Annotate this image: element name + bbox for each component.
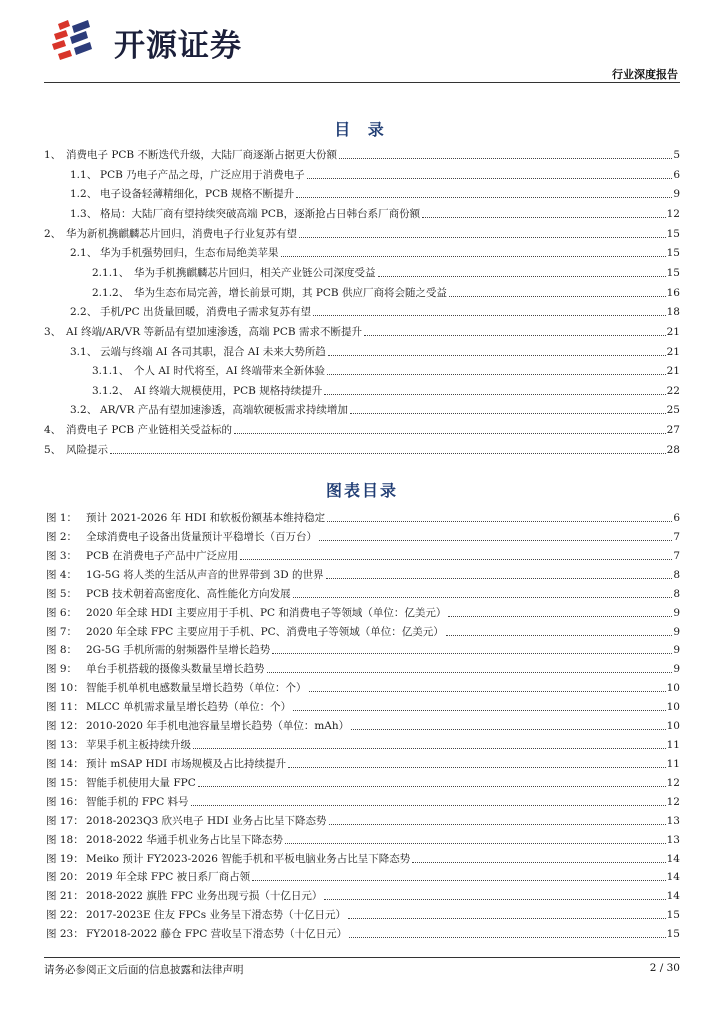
figure-entry-title: PCB 在消费电子产品中广泛应用 (86, 549, 239, 562)
figure-entry-page: 9 (673, 606, 680, 619)
figure-entry-number: 图 21： (46, 890, 84, 903)
dot-leader (339, 158, 672, 159)
dot-leader (364, 335, 666, 336)
toc-entry-title: 华为生态布局完善，增长前景可期，其 PCB 供应厂商将会随之受益 (134, 286, 447, 299)
dot-leader (327, 521, 672, 522)
toc-entry-page: 15 (666, 227, 680, 240)
figure-entry-number: 图 20： (46, 871, 84, 884)
toc-entry[interactable] (92, 382, 680, 398)
dot-leader (449, 296, 666, 297)
toc-entry[interactable] (44, 146, 680, 162)
dot-leader (448, 616, 672, 617)
dot-leader (327, 374, 666, 375)
toc-entry-number: 2.1.2、 (92, 286, 130, 299)
dot-leader (267, 672, 673, 673)
toc-entry[interactable] (44, 441, 680, 457)
figure-entry-title: 2018-2022 华通手机业务占比呈下降态势 (86, 833, 283, 846)
toc-entry[interactable] (70, 166, 680, 182)
dot-leader (351, 729, 665, 730)
figure-entry-number: 图 11： (46, 701, 84, 714)
figure-entry-page: 11 (666, 739, 680, 752)
toc-entry-page: 21 (666, 345, 680, 358)
toc-entry-number: 1、 (44, 149, 62, 161)
toc-entry-page: 25 (666, 404, 680, 417)
dot-leader (378, 276, 666, 277)
toc-entry[interactable] (92, 362, 680, 378)
figure-entry-page: 11 (666, 757, 680, 770)
toc-entry-number: 3.1.2、 (92, 384, 130, 397)
dot-leader (293, 597, 673, 598)
figure-entry-title: 智能手机单机电感数量呈增长趋势（单位：个） (86, 682, 307, 695)
figure-entry-number: 图 9： (46, 663, 78, 676)
figure-entry-page: 14 (666, 852, 680, 865)
toc-entry-page: 6 (673, 168, 680, 181)
figure-entry[interactable] (46, 698, 680, 714)
brand-logo (48, 18, 288, 62)
figure-entry-page: 10 (666, 682, 680, 695)
dot-leader (324, 899, 665, 900)
dot-leader (329, 824, 666, 825)
toc-entry-number: 2.1、 (70, 247, 98, 260)
figure-entry-number: 图 8： (46, 644, 78, 657)
dot-leader (272, 653, 672, 654)
toc-entry-page: 22 (666, 384, 680, 397)
figure-entry-page: 6 (673, 512, 680, 524)
figure-entry[interactable] (46, 679, 680, 695)
toc-entry-number: 4、 (44, 424, 62, 437)
figure-entry[interactable] (46, 717, 680, 733)
toc-entry-title: AR/VR 产品有望加速渗透，高端软硬板需求持续增加 (100, 404, 348, 417)
page-header (0, 0, 724, 90)
figure-entry[interactable] (46, 641, 680, 657)
figure-entry-page: 8 (673, 568, 680, 581)
figure-entry-page: 10 (666, 701, 680, 714)
dot-leader (324, 394, 665, 395)
figure-entry-title: 2G-5G 手机所需的射频器件呈增长趋势 (86, 644, 271, 657)
toc-entry-page: 27 (666, 424, 680, 437)
figure-entry-title: Meiko 预计 FY2023-2026 智能手机和平板电脑业务占比呈下降态势 (86, 852, 411, 865)
dot-leader (110, 453, 666, 454)
figure-entry[interactable] (46, 660, 680, 676)
figure-entry-page: 9 (673, 644, 680, 657)
figure-entry[interactable] (46, 831, 680, 847)
figure-entry[interactable] (46, 509, 680, 525)
figure-entry-number: 图 16： (46, 795, 84, 808)
dot-leader (193, 748, 666, 749)
figure-entry[interactable] (46, 566, 680, 582)
figure-entry[interactable] (46, 812, 680, 828)
toc-entry[interactable] (92, 284, 680, 300)
figure-entry-title: 预计 mSAP HDI 市场规模及占比持续提升 (86, 757, 287, 770)
figure-entry[interactable] (46, 604, 680, 620)
figure-entry-page: 12 (666, 795, 680, 808)
figure-entry-title: 2018-2023Q3 欣兴电子 HDI 业务占比呈下降态势 (86, 814, 327, 827)
figure-entry-number: 图 22： (46, 909, 84, 922)
toc-entry-title: 华为手机携麒麟芯片回归，相关产业链公司深度受益 (134, 266, 376, 279)
toc-entry-number: 1.3、 (70, 207, 98, 220)
toc-entry-page: 21 (666, 325, 680, 338)
figure-entry-number: 图 1： (46, 512, 78, 524)
toc-entry-title: PCB 乃电子产品之母，广泛应用于消费电子 (100, 168, 305, 181)
toc-entry-title: 消费电子 PCB 不断迭代升级，大陆厂商逐渐占据更大份额 (66, 149, 337, 161)
toc-entry-title: 格局：大陆厂商有望持续突破高端 PCB，逐渐抢占日韩台系厂商份额 (100, 207, 421, 220)
dot-leader (234, 433, 666, 434)
figure-entry[interactable] (46, 887, 680, 903)
figure-entry-page: 14 (666, 871, 680, 884)
page-number: 2 / 30 (649, 962, 680, 974)
figure-entry-title: 预计 2021-2026 年 HDI 和软板份额基本维持稳定 (86, 512, 326, 524)
toc-entry-title: 手机/PC 出货量回暖，消费电子需求复苏有望 (100, 306, 311, 319)
toc-entry-title: 风险提示 (66, 443, 108, 456)
figure-entry-title: 全球消费电子设备出货量预计平稳增长（百万台） (86, 530, 317, 543)
toc-entry[interactable] (44, 323, 680, 339)
figure-entry-title: 智能手机的 FPC 料号 (86, 795, 189, 808)
figure-entry[interactable] (46, 547, 680, 563)
toc-entry[interactable] (70, 205, 680, 221)
toc-entry-number: 3、 (44, 325, 62, 338)
figure-entry-title: 2010-2020 年手机电池容量呈增长趋势（单位：mAh） (86, 720, 350, 733)
figure-entry-title: 2017-2023E 住友 FPCs 业务呈下滑态势（十亿日元） (86, 909, 346, 922)
toc-entry[interactable] (70, 401, 680, 417)
figure-entry[interactable] (46, 585, 680, 601)
figure-entry-number: 图 17： (46, 814, 84, 827)
toc-entry-title: 云端与终端 AI 各司其职，混合 AI 未来大势所趋 (100, 345, 326, 358)
footer-disclaimer: 请务必参阅正文后面的信息披露和法律声明 (44, 964, 244, 976)
toc-entry-number: 3.1.1、 (92, 365, 130, 378)
toc-entry[interactable] (70, 303, 680, 319)
figure-entry[interactable] (46, 623, 680, 639)
toc-entry-page: 15 (666, 247, 680, 260)
toc-entry-page: 15 (666, 266, 680, 279)
figure-entry-number: 图 2： (46, 530, 78, 543)
dot-leader (328, 355, 666, 356)
dot-leader (252, 880, 666, 881)
toc-entry[interactable] (70, 244, 680, 260)
toc-entry[interactable] (44, 225, 680, 241)
figure-entry-title: 1G-5G 将人类的生活从声音的世界带到 3D 的世界 (86, 568, 324, 581)
figure-entry-number: 图 4： (46, 568, 78, 581)
dot-leader (326, 578, 673, 579)
figure-entry-number: 图 23： (46, 928, 84, 941)
toc-entry-number: 5、 (44, 443, 62, 456)
dot-leader (348, 918, 666, 919)
figure-entry-page: 14 (666, 890, 680, 903)
figure-entry-page: 9 (673, 663, 680, 676)
figure-entry-page: 8 (673, 587, 680, 600)
toc-entry-page: 18 (666, 306, 680, 319)
figure-entry-page: 12 (666, 776, 680, 789)
brand-name: 开源证券 (114, 28, 242, 64)
toc-entry[interactable] (70, 185, 680, 201)
dot-leader (319, 540, 672, 541)
dot-leader (299, 237, 666, 238)
figure-entry-page: 7 (673, 549, 680, 562)
dot-leader (446, 635, 673, 636)
figure-entry-page: 7 (673, 530, 680, 543)
figure-entry[interactable] (46, 906, 680, 922)
figure-entry-number: 图 3： (46, 549, 78, 562)
toc-entry-number: 2.1.1、 (92, 266, 130, 279)
figure-entry[interactable] (46, 774, 680, 790)
toc-entry-page: 9 (673, 188, 680, 201)
figure-entry[interactable] (46, 755, 680, 771)
figure-entry-page: 10 (666, 720, 680, 733)
figure-entry-number: 图 5： (46, 587, 78, 600)
figure-entry-number: 图 18： (46, 833, 84, 846)
figure-entry-title: FY2018-2022 藤仓 FPC 营收呈下滑态势（十亿日元） (86, 928, 348, 941)
footer-divider (44, 957, 680, 958)
figure-entry-title: 2020 年全球 HDI 主要应用于手机、PC 和消费电子等领域（单位：亿美元） (86, 606, 447, 619)
toc-entry-number: 1.1、 (70, 168, 98, 181)
figure-entry-page: 9 (673, 625, 680, 638)
figure-entry[interactable] (46, 850, 680, 866)
dot-leader (309, 691, 666, 692)
toc-entry-title: AI 终端大规模使用，PCB 规格持续提升 (134, 384, 323, 397)
figure-entry-number: 图 12： (46, 720, 84, 733)
toc-entry-page: 5 (673, 149, 680, 161)
toc-entry-page: 21 (666, 365, 680, 378)
figure-entry-number: 图 6： (46, 606, 78, 619)
toc-entry-title: 华为新机携麒麟芯片回归，消费电子行业复苏有望 (66, 227, 297, 240)
toc-entry[interactable] (92, 264, 680, 280)
toc-entry-title: 个人 AI 时代将至，AI 终端带来全新体验 (134, 365, 325, 378)
dot-leader (422, 217, 665, 218)
toc-entry-page: 16 (666, 286, 680, 299)
dot-leader (412, 862, 665, 863)
dot-leader (349, 937, 666, 938)
toc-entry[interactable] (44, 421, 680, 437)
toc-entry-title: 消费电子 PCB 产业链相关受益标的 (66, 424, 232, 437)
toc-entry-page: 28 (666, 443, 680, 456)
toc-entry-number: 3.1、 (70, 345, 98, 358)
figure-entry-number: 图 10： (46, 682, 84, 695)
figure-entry-title: 智能手机使用大量 FPC (86, 776, 196, 789)
figure-entry[interactable] (46, 793, 680, 809)
figure-entry-title: 2018-2022 旗胜 FPC 业务出现亏损（十亿日元） (86, 890, 323, 903)
figure-entry[interactable] (46, 925, 680, 941)
figure-entry-number: 图 14： (46, 757, 84, 770)
dot-leader (240, 559, 672, 560)
figure-entry-page: 13 (666, 814, 680, 827)
kaiyuan-logo-icon (48, 18, 108, 62)
toc-entry[interactable] (70, 343, 680, 359)
toc-entry-number: 2、 (44, 227, 62, 240)
figure-entry-title: 2020 年全球 FPC 主要应用于手机、PC、消费电子等领域（单位：亿美元） (86, 625, 444, 638)
dot-leader (285, 843, 666, 844)
figure-list-title: 图表目录 (325, 481, 398, 500)
toc-entry-title: 华为手机强势回归，生态布局绝美苹果 (100, 247, 279, 260)
figure-entry-number: 图 13： (46, 739, 84, 752)
dot-leader (281, 256, 666, 257)
document-type-label: 行业深度报告 (612, 68, 678, 81)
toc-entry-title: AI 终端/AR/VR 等新品有望加速渗透，高端 PCB 需求不断提升 (66, 325, 362, 338)
figure-entry-title: MLCC 单机需求量呈增长趋势（单位：个） (86, 701, 292, 714)
figure-entry-page: 13 (666, 833, 680, 846)
figure-entry[interactable] (46, 868, 680, 884)
figure-entry-page: 15 (666, 928, 680, 941)
dot-leader (288, 767, 666, 768)
toc-entry-number: 1.2、 (70, 188, 98, 201)
dot-leader (293, 710, 665, 711)
figure-entry[interactable] (46, 528, 680, 544)
figure-entry-number: 图 15： (46, 776, 84, 789)
figure-entry-title: 单台手机搭载的摄像头数量呈增长趋势 (86, 663, 265, 676)
figure-entry-number: 图 19： (46, 852, 84, 865)
figure-entry-title: 苹果手机主板持续升级 (86, 739, 191, 752)
dot-leader (307, 178, 673, 179)
figure-entry-number: 图 7： (46, 625, 78, 638)
figure-entry[interactable] (46, 736, 680, 752)
dot-leader (198, 786, 666, 787)
figure-entry-title: 2019 年全球 FPC 被日系厂商占领 (86, 871, 251, 884)
toc-entry-title: 电子设备轻薄精细化，PCB 规格不断提升 (100, 188, 295, 201)
dot-leader (313, 315, 666, 316)
dot-leader (191, 805, 666, 806)
dot-leader (296, 197, 672, 198)
toc-entry-number: 3.2、 (70, 404, 98, 417)
toc-entry-number: 2.2、 (70, 306, 98, 319)
toc-entry-page: 12 (666, 207, 680, 220)
header-divider (44, 82, 680, 83)
dot-leader (350, 413, 666, 414)
toc-title: 目 录 (334, 120, 390, 139)
figure-entry-page: 15 (666, 909, 680, 922)
figure-entry-title: PCB 技术朝着高密度化、高性能化方向发展 (86, 587, 291, 600)
